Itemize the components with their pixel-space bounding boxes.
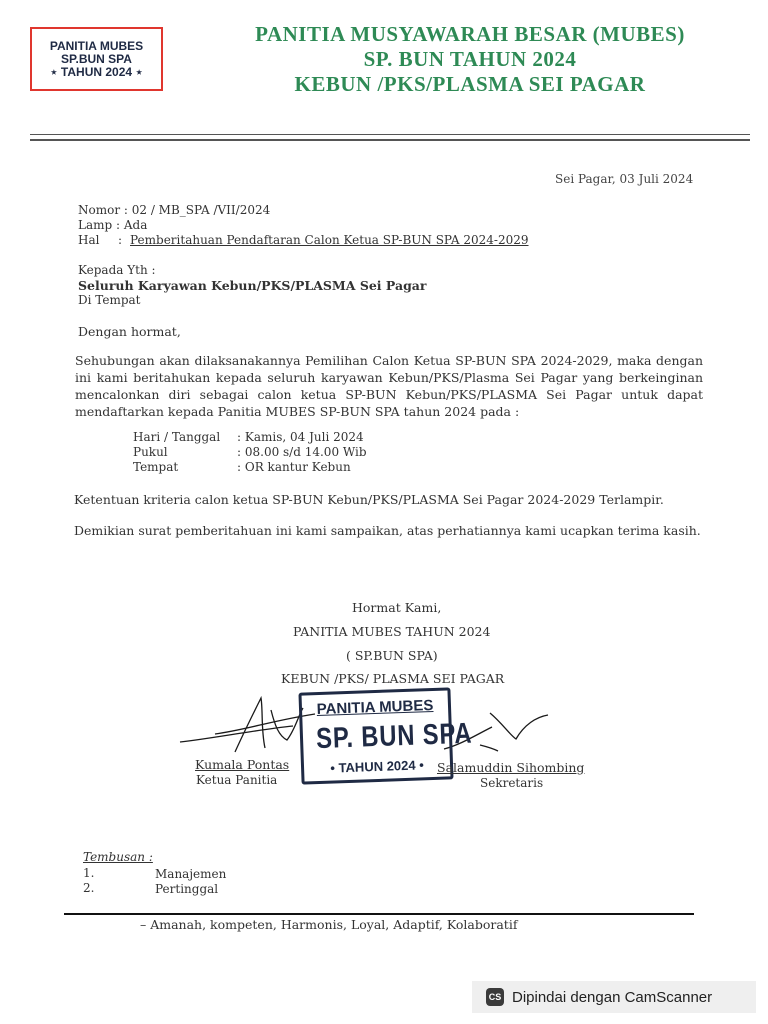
letter-subject-label: Hal xyxy=(78,233,100,247)
schedule-place-label: Tempat xyxy=(133,460,179,474)
camscanner-text: Dipindai dengan CamScanner xyxy=(512,988,713,1006)
schedule-time-value: : 08.00 s/d 14.00 Wib xyxy=(237,445,367,459)
body-paragraph: Sehubungan akan dilaksanakannya Pemilihan Calon Ketua SP-BUN SPA 2024-2029, maka dengan ini kami beritahukan kepada seluruh karyawan Kebun/PKS/Plasma Sei Pagar yang berkeinginan mencalonkan diri sebagai calon ketua SP-BUN Kebun/PKS/PLASMA Sei Pagar untuk dapat mendaftarkan kepada Panitia MUBES SP-BUN SPA tahun 2024 pada : xyxy=(75,353,703,419)
signature-org-3: KEBUN /PKS/ PLASMA SEI PAGAR xyxy=(281,671,505,686)
signature-stamp xyxy=(298,687,473,784)
header-rule-top xyxy=(30,134,750,135)
addressee: Seluruh Karyawan Kebun/PKS/PLASMA Sei Pagar xyxy=(78,278,427,293)
criteria-note: Ketentuan kriteria calon ketua SP-BUN Kebun/PKS/PLASMA Sei Pagar 2024-2029 Terlampir. xyxy=(74,492,664,507)
signer-right-name: Salamuddin Sihombing xyxy=(437,760,585,775)
header-stamp xyxy=(30,27,163,91)
schedule-day-value: : Kamis, 04 Juli 2024 xyxy=(237,430,364,444)
footer-rule xyxy=(64,913,694,915)
header-stamp-line-1: PANITIA MUBES xyxy=(49,38,144,53)
letter-attachment: Lamp : Ada xyxy=(78,218,148,232)
regards: Hormat Kami, xyxy=(352,600,442,615)
cc-item-1-number: 1. xyxy=(83,866,95,880)
footer-motto: – Amanah, kompeten, Harmonis, Loyal, Adaptif, Kolaboratif xyxy=(140,917,518,932)
signer-left-role: Ketua Panitia xyxy=(196,773,278,787)
signature-stamp-line-1: PANITIA MUBES xyxy=(316,696,434,719)
signature-stamp-line-3: • TAHUN 2024 • xyxy=(330,757,424,776)
addressee-label: Kepada Yth : xyxy=(78,263,156,277)
signer-right-role: Sekretaris xyxy=(480,776,544,790)
header-title-line-3: KEBUN /PKS/PLASMA SEI PAGAR xyxy=(294,72,646,96)
camscanner-watermark xyxy=(472,981,756,1013)
schedule-day-label: Hari / Tanggal xyxy=(133,430,221,444)
signer-left-name: Kumala Pontas xyxy=(195,757,290,772)
header-rule-bottom xyxy=(30,139,750,141)
header-stamp-line-3: ⋆ TAHUN 2024 ⋆ xyxy=(50,64,143,79)
letter-subject: Pemberitahuan Pendaftaran Calon Ketua SP-BUN SPA 2024-2029 xyxy=(130,233,529,247)
schedule-time-label: Pukul xyxy=(133,445,168,459)
cc-item-2-number: 2. xyxy=(83,881,95,895)
cc-item-1: Manajemen xyxy=(155,867,227,881)
cc-item-2: Pertinggal xyxy=(155,882,219,896)
addressee-place: Di Tempat xyxy=(78,293,141,307)
schedule-place-value: : OR kantur Kebun xyxy=(237,460,351,474)
header-title-line-1: PANITIA MUSYAWARAH BESAR (MUBES) xyxy=(255,22,685,46)
header-stamp-line-2: SP.BUN SPA xyxy=(61,51,132,66)
letter-number: Nomor : 02 / MB_SPA /VII/2024 xyxy=(78,203,271,217)
place-date: Sei Pagar, 03 Juli 2024 xyxy=(555,172,694,186)
greeting: Dengan hormat, xyxy=(78,324,181,339)
header-title-line-2: SP. BUN TAHUN 2024 xyxy=(363,47,577,71)
camscanner-logo-icon: CS xyxy=(486,988,504,1006)
signature-org-2: ( SP.BUN SPA) xyxy=(346,648,438,663)
signature-stamp-line-2: SP. BUN SPA xyxy=(315,717,473,756)
cc-title: Tembusan : xyxy=(83,850,153,864)
letter-subject-sep: : xyxy=(118,233,123,247)
closing-sentence: Demikian surat pemberitahuan ini kami sampaikan, atas perhatiannya kami ucapkan terima kasih. xyxy=(74,523,701,538)
signature-org-1: PANITIA MUBES TAHUN 2024 xyxy=(293,624,491,639)
